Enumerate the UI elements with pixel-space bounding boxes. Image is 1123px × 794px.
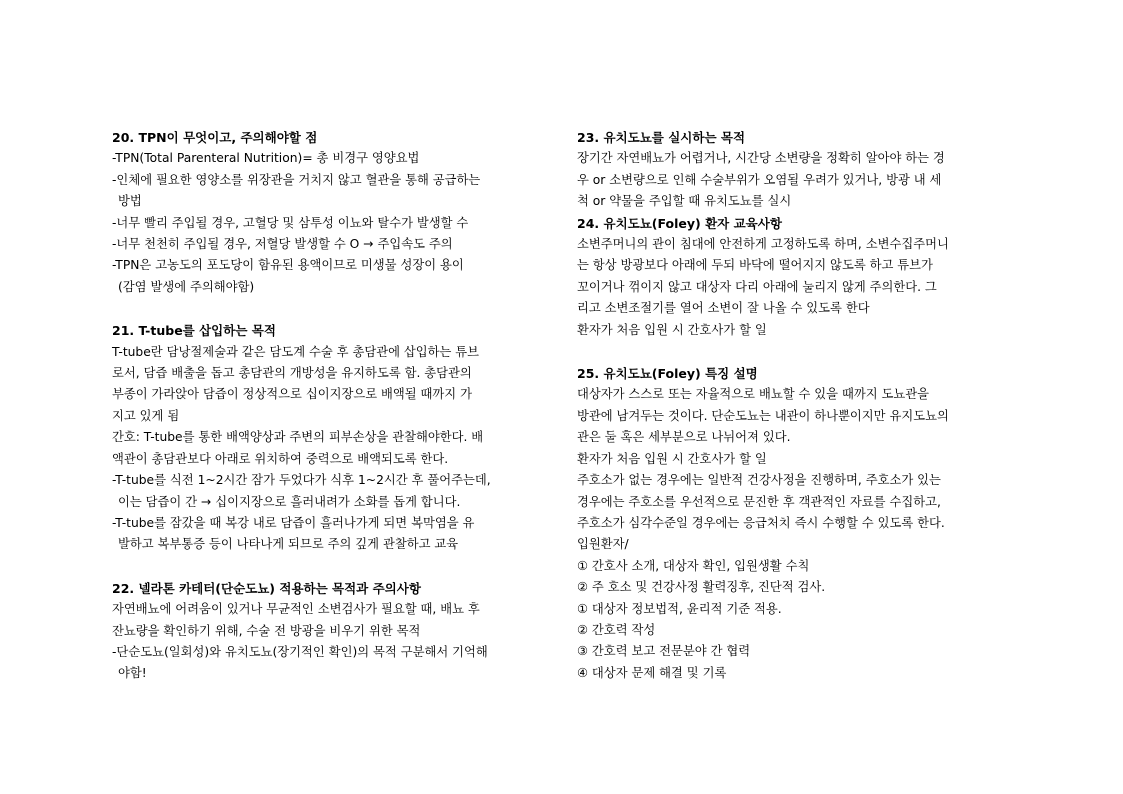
list-item: ③ 간호력 보고 전문분야 간 협력 bbox=[577, 644, 751, 659]
text-line: 환자가 처음 입원 시 간호사가 할 일 bbox=[577, 451, 767, 466]
text-line: (감염 발생에 주의해야함) bbox=[118, 279, 255, 294]
section-22-nelaton-catheter bbox=[112, 578, 548, 685]
section-21-t-tube bbox=[112, 320, 548, 555]
section-title: 25. 유치도뇨(Foley) 특징 설명 bbox=[577, 366, 758, 382]
text-line: -T-tube를 잠갔을 때 복강 내로 담즙이 흘러나가게 되면 복막염을 유 bbox=[112, 515, 475, 530]
section-title: 23. 유치도뇨를 실시하는 목적 bbox=[577, 130, 746, 145]
right-column bbox=[577, 127, 1009, 706]
section-25-foley-features bbox=[577, 363, 1009, 684]
section-title: 22. 넬라톤 카테터(단순도뇨) 적용하는 목적과 주의사항 bbox=[112, 580, 421, 596]
text-line: -TPN(Total Parenteral Nutrition)= 총 비경구 영양요법 bbox=[112, 151, 420, 166]
section-title: 20. TPN이 무엇이고, 주의해야할 점 bbox=[112, 130, 318, 145]
section-20-tpn bbox=[112, 127, 548, 298]
text-line: -T-tube를 식전 1~2시간 잠가 두었다가 식후 1~2시간 후 풀어주는데, bbox=[112, 473, 491, 488]
text-line: 지고 있게 됨 bbox=[112, 408, 180, 423]
list-item: ① 대상자 정보법적, 윤리적 기준 적용. bbox=[577, 601, 782, 616]
section-title: 21. T-tube를 삽입하는 목적 bbox=[112, 323, 276, 339]
text-line: 방법 bbox=[118, 194, 142, 209]
text-line: 부종이 가라앉아 담즙이 정상적으로 십이지장으로 배액될 때까지 가 bbox=[112, 387, 472, 402]
text-line: 주호소가 없는 경우에는 일반적 건강사정을 진행하며, 주호소가 있는 bbox=[577, 473, 941, 488]
text-line: 꼬이거나 꺾이지 않고 대상자 다리 아래에 눌리지 않게 주의한다. 그 bbox=[577, 279, 937, 294]
section-23-foley-purpose bbox=[577, 127, 1009, 213]
text-line: 야함! bbox=[118, 666, 147, 681]
text-line: 입원환자/ bbox=[577, 537, 629, 552]
text-line: 주호소가 심각수준일 경우에는 응급처치 즉시 수행할 수 있도록 한다. bbox=[577, 515, 945, 530]
text-line: T-tube란 담낭절제술과 같은 담도계 수술 후 총담관에 삽입하는 튜브 bbox=[112, 344, 480, 359]
text-line: 환자가 처음 입원 시 간호사가 할 일 bbox=[577, 322, 767, 337]
list-item: ② 주 호소 및 건강사정 활력징후, 진단적 검사. bbox=[577, 580, 826, 595]
text-line: 척 or 약물을 주입할 때 유치도뇨를 실시 bbox=[577, 194, 792, 209]
text-line: 는 항상 방광보다 아래에 두되 바닥에 떨어지지 않도록 하고 튜브가 bbox=[577, 258, 933, 273]
text-line: 잔뇨량을 확인하기 위해, 수술 전 방광을 비우기 위한 목적 bbox=[112, 623, 421, 638]
text-line: 발하고 복부통증 등이 나타나게 되므로 주의 깊게 관찰하고 교육 bbox=[118, 537, 459, 552]
text-line: -너무 천천히 주입될 경우, 저혈당 발생할 수 O → 주입속도 주의 bbox=[112, 237, 453, 252]
text-line: 관은 둘 혹은 세부분으로 나뉘어져 있다. bbox=[577, 430, 791, 445]
text-line: 방관에 남겨두는 것이다. 단순도뇨는 내관이 하나뿐이지만 유지도뇨의 bbox=[577, 408, 949, 423]
list-item: ② 간호력 작성 bbox=[577, 622, 656, 637]
text-line: 로서, 담즙 배출을 돕고 총담관의 개방성을 유지하도록 함. 총담관의 bbox=[112, 366, 472, 381]
left-column bbox=[112, 127, 548, 707]
section-title: 24. 유치도뇨(Foley) 환자 교육사항 bbox=[577, 215, 782, 231]
list-item: ① 간호사 소개, 대상자 확인, 입원생활 수칙 bbox=[577, 558, 810, 573]
text-line: -너무 빨리 주입될 경우, 고혈당 및 삼투성 이뇨와 탈수가 발생할 수 bbox=[112, 215, 469, 230]
text-line: 이는 담즙이 간 → 십이지장으로 흘러내려가 소화를 돕게 합니다. bbox=[118, 494, 461, 509]
text-line: 자연배뇨에 어려움이 있거나 무균적인 소변검사가 필요할 때, 배뇨 후 bbox=[112, 602, 480, 617]
text-line: -TPN은 고농도의 포도당이 함유된 용액이므로 미생물 성장이 용이 bbox=[112, 258, 464, 273]
text-line: 우 or 소변량으로 인해 수술부위가 오염될 우려가 있거나, 방광 내 세 bbox=[577, 172, 942, 187]
text-line: 리고 소변조절기를 열어 소변이 잘 나올 수 있도록 한다 bbox=[577, 301, 870, 316]
text-line: 대상자가 스스로 또는 자율적으로 배뇨할 수 있을 때까지 도뇨관을 bbox=[577, 387, 929, 402]
text-line: 장기간 자연배뇨가 어렵거나, 시간당 소변량을 정확히 알아야 하는 경 bbox=[577, 151, 945, 166]
text-line: -단순도뇨(일회성)와 유치도뇨(장기적인 확인)의 목적 구분해서 기억해 bbox=[112, 644, 488, 659]
section-24-foley-education bbox=[577, 213, 1009, 341]
text-line: 액관이 총담관보다 아래로 위치하여 중력으로 배액되도록 한다. bbox=[112, 451, 449, 466]
list-item: ④ 대상자 문제 해결 및 기록 bbox=[577, 665, 727, 680]
text-line: -인체에 필요한 영양소를 위장관을 거치지 않고 혈관을 통해 공급하는 bbox=[112, 172, 481, 187]
text-line: 소변주머니의 관이 침대에 안전하게 고정하도록 하며, 소변수집주머니 bbox=[577, 237, 949, 252]
text-line: 간호: T-tube를 통한 배액양상과 주변의 피부손상을 관찰해야한다. 배 bbox=[112, 430, 484, 445]
text-line: 경우에는 주호소를 우선적으로 문진한 후 객관적인 자료를 수집하고, bbox=[577, 494, 941, 509]
